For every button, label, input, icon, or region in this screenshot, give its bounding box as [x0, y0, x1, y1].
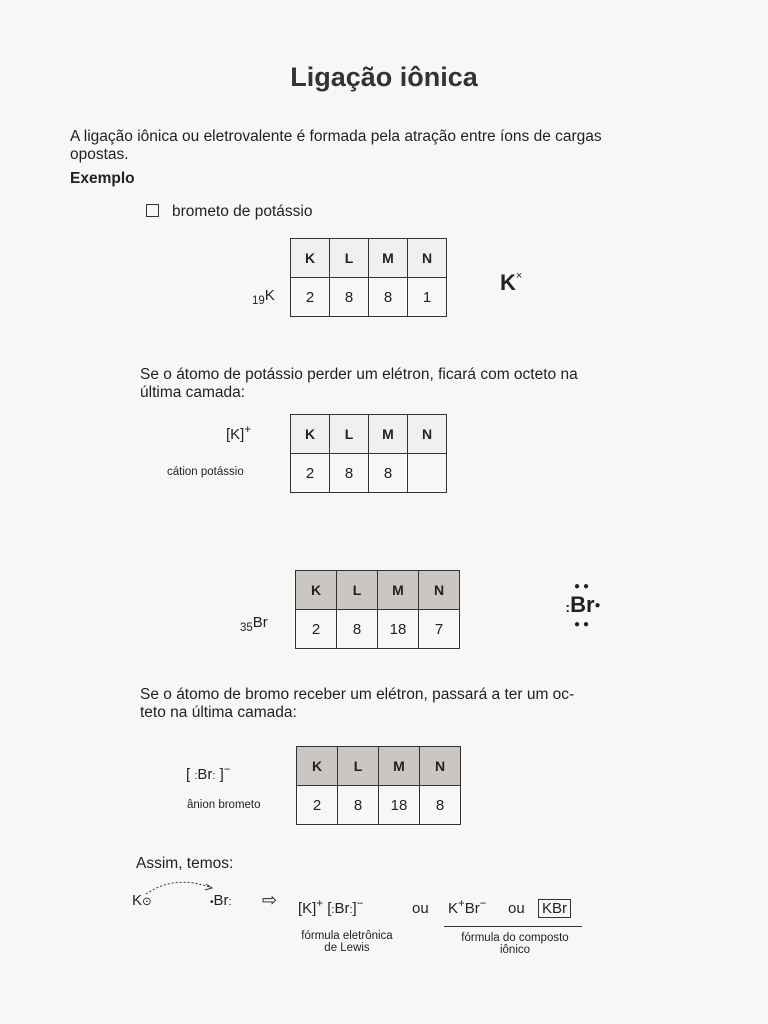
electron-pair-right-icon: : [228, 896, 232, 908]
shell-header-n: N [420, 747, 461, 786]
example-label: Exemplo [70, 170, 135, 187]
anion-bracket-close: ] [219, 766, 224, 783]
bromine-atomic-number: 35 [240, 622, 253, 634]
shell-header-m: M [378, 571, 419, 610]
bromine-lewis-symbol: Br [570, 592, 595, 617]
lewis-br-bracket-open: [ [327, 900, 332, 917]
shell-header-k: K [291, 239, 330, 278]
page-title: Ligação iônica [290, 62, 478, 92]
shell-cell: 1 [408, 278, 447, 317]
electron-pair-top-icon: ●● [573, 581, 593, 592]
paragraph-k-line-2: última camada: [140, 384, 246, 401]
equation-k [132, 892, 152, 909]
potassium-element: K [264, 287, 275, 304]
lewis-br-charge: − [356, 898, 364, 910]
checkbox[interactable] [146, 204, 159, 217]
shell-header-m: M [369, 239, 408, 278]
caption-lewis-line-2: de Lewis [324, 942, 370, 954]
bromine-element: Br [252, 614, 268, 631]
ionic-k: K [448, 900, 459, 917]
potassium-symbol [252, 287, 275, 307]
lewis-formula [298, 898, 363, 917]
shell-header-n: N [408, 415, 447, 454]
shell-cell: 8 [338, 786, 379, 825]
or-text-2: ou [508, 900, 525, 917]
equation-k-symbol: K [132, 892, 143, 909]
shell-cell: 8 [330, 278, 369, 317]
equation-br [210, 892, 232, 909]
shell-cell [408, 454, 447, 493]
anion-symbol: Br [197, 766, 213, 783]
electron-transfer-arrow-icon [140, 876, 220, 898]
shell-cell: 8 [337, 610, 378, 649]
shell-cell: 8 [369, 454, 408, 493]
electron-pair-left-icon: : [331, 904, 335, 916]
shell-cell: 2 [297, 786, 338, 825]
shell-header-k: K [296, 571, 337, 610]
electron-dots-icon: • [210, 897, 214, 908]
electron-pair-left-icon: : [565, 599, 571, 615]
shell-header-l: L [338, 747, 379, 786]
electron-pair-left-icon: : [194, 770, 198, 782]
caption-compound [440, 932, 590, 956]
potassium-lewis [500, 270, 522, 296]
ionic-br: Br [464, 900, 480, 917]
shell-header-l: L [337, 571, 378, 610]
shell-cell: 8 [369, 278, 408, 317]
anion-shell-table [296, 746, 461, 825]
shell-cell: 8 [420, 786, 461, 825]
paragraph-k-line-1: Se o átomo de potássio perder um elétron, ficará com octeto na [140, 366, 578, 383]
electron-pair-right-icon: : [349, 904, 353, 916]
shell-header-l: L [330, 415, 369, 454]
shell-cell: 7 [419, 610, 460, 649]
checkbox-label: brometo de potássio [172, 203, 313, 220]
anion-charge: − [223, 764, 231, 776]
shell-header-k: K [291, 415, 330, 454]
shell-cell: 2 [291, 278, 330, 317]
cation-shell-table [290, 414, 447, 493]
anion-label: ânion brometo [187, 799, 261, 811]
electron-circled-icon: ⊙ [142, 896, 152, 908]
paragraph-br-line-2: teto na última camada: [140, 704, 297, 721]
cation-formula-text: [K] [226, 426, 245, 443]
shell-header-k: K [297, 747, 338, 786]
cation-formula [226, 424, 251, 443]
shell-cell: 18 [378, 610, 419, 649]
cation-charge: + [244, 424, 252, 436]
electron-pair-bottom-icon: ●● [573, 619, 593, 630]
ionic-plus: + [458, 898, 465, 910]
bromine-symbol [240, 614, 268, 634]
ionic-minus: − [479, 898, 487, 910]
potassium-atomic-number: 19 [252, 295, 265, 307]
summary-label: Assim, temos: [136, 855, 234, 872]
lewis-br: Br [334, 900, 350, 917]
electron-single-right-icon: ● [594, 600, 601, 612]
anion-formula [186, 764, 231, 783]
shell-cell: 2 [296, 610, 337, 649]
reaction-arrow-icon: ⇨ [262, 890, 278, 910]
paragraph-br-line-1: Se o átomo de bromo receber um elétron, passará a ter um oc- [140, 686, 575, 703]
lewis-k-charge: + [316, 898, 324, 910]
lewis-br-bracket-close: ] [352, 900, 357, 917]
brace-line [444, 926, 582, 927]
caption-lewis-line-1: fórmula eletrônica [301, 930, 393, 942]
cation-label: cátion potássio [167, 466, 244, 478]
potassium-lewis-symbol: K [500, 270, 516, 295]
shell-header-n: N [419, 571, 460, 610]
intro-line-2: opostas. [70, 146, 129, 163]
intro-line-1: A ligação iônica ou eletrovalente é formada pela atração entre íons de cargas [70, 128, 602, 145]
shell-cell: 18 [379, 786, 420, 825]
shell-header-l: L [330, 239, 369, 278]
electron-cross-icon: × [515, 270, 523, 282]
anion-bracket-open: [ [186, 766, 191, 783]
bromine-lewis [548, 582, 618, 630]
bromine-shell-table [295, 570, 460, 649]
lewis-k: [K] [298, 900, 317, 917]
compound-formula-box: KBr [538, 899, 571, 918]
shell-cell: 8 [330, 454, 369, 493]
caption-compound-line-2: iônico [499, 944, 531, 956]
ionic-formula [448, 898, 486, 917]
shell-header-m: M [379, 747, 420, 786]
or-text-1: ou [412, 900, 429, 917]
caption-compound-line-1: fórmula do composto [461, 932, 569, 944]
potassium-shell-table [290, 238, 447, 317]
equation-br-symbol: Br [213, 892, 229, 909]
shell-cell: 2 [291, 454, 330, 493]
caption-lewis [282, 930, 412, 954]
shell-header-m: M [369, 415, 408, 454]
electron-pair-right-icon: : [212, 770, 216, 782]
shell-header-n: N [408, 239, 447, 278]
